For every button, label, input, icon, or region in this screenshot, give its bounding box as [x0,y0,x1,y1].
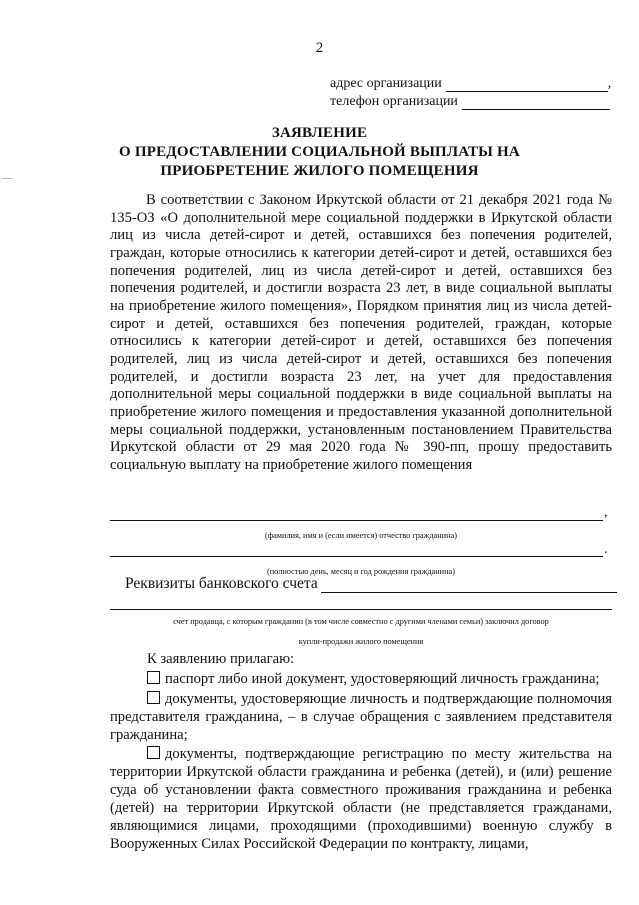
checkbox-icon[interactable] [147,671,160,684]
page-number: 2 [315,40,324,56]
org-address-blank [446,77,608,92]
name-fill-line [110,520,603,521]
attachment-item [110,745,612,853]
title-line-1: ЗАЯВЛЕНИЕ [271,125,368,141]
org-address-line [330,76,611,92]
application-body-text: В соответствии с Законом Иркутской области от 21 декабря 2021 года № 135-ОЗ «О дополнительной мере социальной поддержки в Иркутской области лиц из числа детей-сирот и детей, оставшихся без попечения родителей, граждан, которые относились к категории детей-сирот и детей, оставшихся без попечения родителей, лиц из числа детей-сирот и детей, оставшихся без попечения родителей, и достигли возраста 23 лет, в виде социальной выплаты на приобретение жилого помещения», Порядком принятия лиц из числа детей-сирот и детей, оставшихся без попечения родителей, граждан, которые относились к категории детей-сирот и детей, оставшихся без попечения родителей, лиц из числа детей-сирот и детей, оставшихся без попечения родителей, и достигли возраста 23 лет, на учет для предоставления дополнительной меры социальной поддержки в виде социальной выплаты на приобретение жилого помещения и предоставления указанной дополнительной меры социальной поддержки, установленным постановлением Правительства Иркутской области от 29 мая 2020 года № 390-пп, прошу предоставить социальную выплату на приобретение жилого помещения [110,192,612,473]
name-caption: (фамилия, имя и (если имеется) отчество гражданина) [264,531,457,540]
birthdate-line-period: . [604,542,608,557]
attachment-item [110,670,612,688]
org-phone-label: телефон организации [330,94,458,109]
attachments-heading: К заявлению прилагаю: [147,651,295,667]
name-line-comma: , [604,505,608,520]
birthdate-caption: (полностью день, месяц и год рождения гражданина) [266,567,456,576]
bank-account-fill-line [110,609,612,610]
title-line-3: ПРИОБРЕТЕНИЕ ЖИЛОГО ПОМЕЩЕНИЯ [160,163,479,179]
checkbox-icon[interactable] [147,746,160,759]
attachment-item-text: паспорт либо иной документ, удостоверяющий личность гражданина; [165,671,600,687]
application-body-paragraph [110,192,612,475]
seller-account-caption-2: купли-продажи жилого помещения [298,637,424,646]
attachment-item [110,690,612,744]
org-phone-line [330,94,610,110]
bank-details-line [125,575,617,593]
document-title [0,124,639,181]
seller-account-caption-1: счет продавца, с которым гражданин (в том числе совместно с другими членами семьи) заключил договор [173,617,549,626]
org-address-label: адрес организации [330,76,442,91]
birthdate-fill-line [110,556,603,557]
bank-details-label: Реквизиты банковского счета [125,575,318,592]
checkbox-icon[interactable] [147,691,160,704]
org-address-comma: , [607,76,612,91]
bank-details-blank [321,578,617,593]
attachment-item-text: документы, удостоверяющие личность и подтверждающие полномочия представителя гражданина, – в случае обращения с заявлением представителя гражданина; [110,691,612,743]
org-phone-blank [462,95,610,110]
title-line-2: О ПРЕДОСТАВЛЕНИИ СОЦИАЛЬНОЙ ВЫПЛАТЫ НА [119,144,520,160]
attachment-item-text: документы, подтверждающие регистрацию по месту жительства на территории Иркутской области гражданина и ребенка (детей), и (или) решение суда об установлении факта совместного проживания гражданина и ребенка (детей) на территории Иркутской области (не представляется гражданами, являющимися лицами, проходящими (проходившими) военную службу в Вооруженных Силах Российской Федерации по контракту, лицами, [110,746,612,852]
